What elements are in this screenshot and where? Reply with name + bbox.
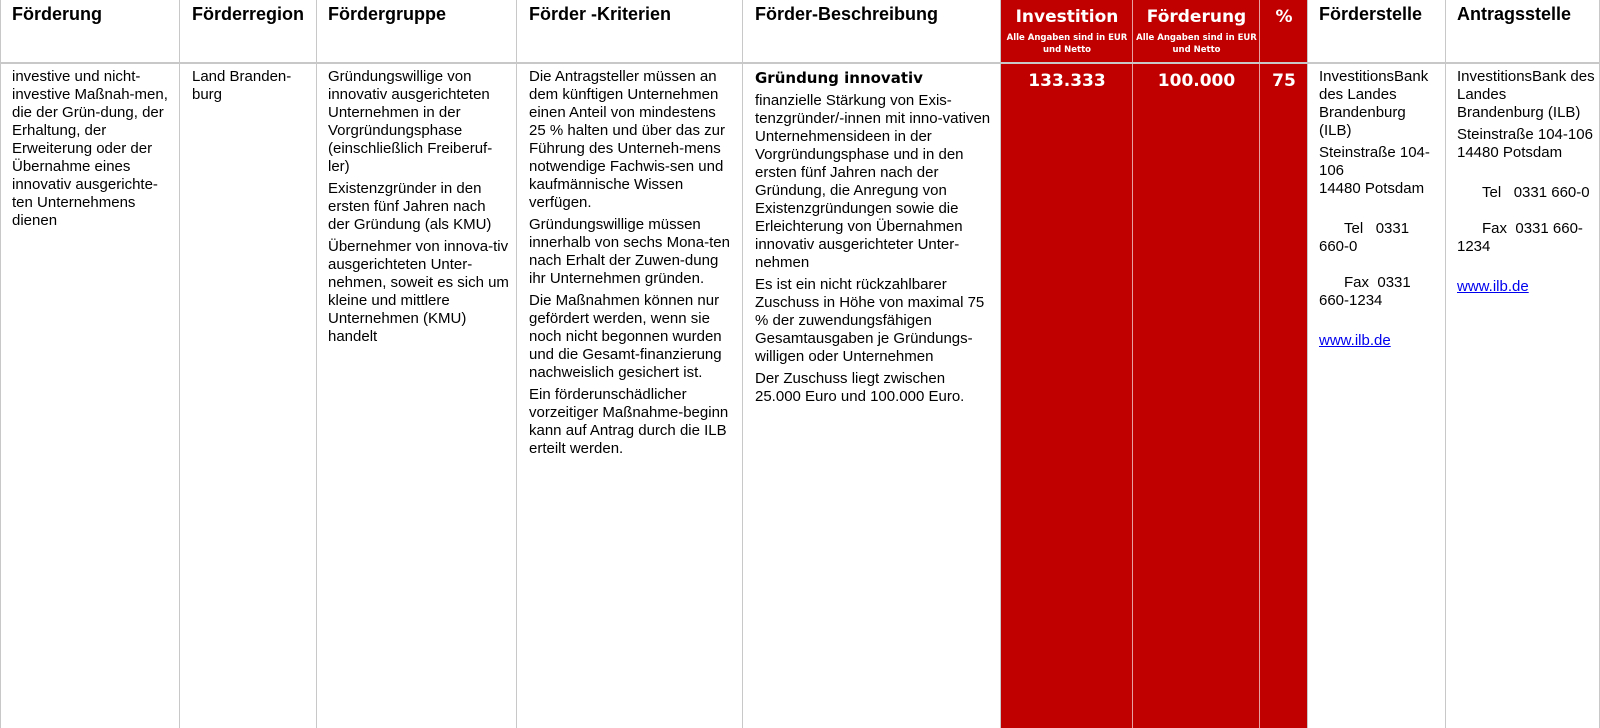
cell-beschreibung: [755, 68, 993, 410]
header-prozent-label: %: [1275, 7, 1293, 27]
beschreibung-item: finanzielle Stärkung von Exis-tenzgründer/-innen mit inno-vativen Unternehmensideen in der Vorgründungsphase und in den ersten fünf Jahren nach der Gründung, die Anregung von Existenzgründungen sowie die Erleichterung von Übernahmen innovativ ausgerichteter Unter-nehmen: [755, 92, 991, 271]
foerdergruppe-item: Übernehmer von innova-tiv ausgerichteten Unter-nehmen, soweit es sich um kleine und mittlere Unternehmen (KMU) handelt: [328, 238, 509, 345]
cell-foerderstelle: [1319, 68, 1441, 354]
cell-foerdergruppe: [328, 68, 510, 350]
antragsstelle-web-link[interactable]: www.ilb.de: [1457, 278, 1529, 295]
beschreibung-item: Es ist ein nicht rückzahlbarer Zuschuss in Höhe von maximal 75 % der zuwendungsfähigen Gesamtausgaben je Gründungs-willigen oder Unternehmen: [755, 276, 985, 365]
kriterium-item: Gründungswillige müssen innerhalb von sechs Mona-ten nach Erhalt der Zuwen-dung ihr Unternehmen gründen.: [529, 216, 730, 287]
header-foerderbetrag-note: Alle Angaben sind in EUR und Netto: [1136, 33, 1257, 55]
foerderung-text: investive und nicht-investive Maßnah-men, die der Grün-dung, der Erhaltung, der Erweiterung oder der Übernahme eines innovativ ausgerichte-ten Unternehmens dienen: [12, 68, 168, 229]
header-foerderbetrag: [1133, 6, 1260, 56]
foerderstelle-tel: Tel 0331 660-0: [1319, 220, 1414, 255]
cell-kriterien: [529, 68, 735, 462]
kriterium-item: Die Maßnahmen können nur gefördert werden, wenn sie noch nicht begonnen wurden und die Gesamt-finanzierung nachweislich gesichert ist.: [529, 292, 722, 381]
foerderstelle-name: InvestitionsBank des Landes Brandenburg (ILB): [1319, 68, 1429, 139]
investition-value: 133.333: [1028, 71, 1106, 91]
column-prozent: [1260, 0, 1308, 728]
antragsstelle-name: InvestitionsBank des Landes Brandenburg (ILB): [1457, 68, 1595, 121]
header-investition-note: Alle Angaben sind in EUR und Netto: [1006, 33, 1128, 55]
header-foerderung: Förderung: [12, 4, 102, 24]
column-foerderbetrag: [1133, 0, 1260, 728]
header-foerderstelle: Förderstelle: [1319, 4, 1423, 24]
column-investition: [1001, 0, 1133, 728]
header-divider: [0, 62, 1600, 64]
header-beschreibung: Förder-Beschreibung: [755, 4, 939, 24]
cell-foerderung: [12, 68, 172, 234]
antragsstelle-tel: Tel 0331 660-0: [1482, 184, 1590, 201]
cell-antragsstelle: [1457, 68, 1595, 300]
antragsstelle-street: Steinstraße 104-106: [1457, 126, 1593, 143]
foerderstelle-fax: Fax 0331 660-1234: [1319, 274, 1415, 309]
antragsstelle-city: 14480 Potsdam: [1457, 144, 1563, 161]
antragsstelle-fax: Fax 0331 660-1234: [1457, 220, 1583, 255]
header-antragsstelle: Antragsstelle: [1457, 4, 1572, 24]
beschreibung-item: Der Zuschuss liegt zwischen 25.000 Euro und 100.000 Euro.: [755, 370, 965, 405]
kriterium-item: Die Antragsteller müssen an dem künftigen Unternehmen einen Anteil von mindestens 25 % halten und über das zur Führung des Unterneh-mens notwendige Fachwis-sen und kaufmännische Wissen verfügen.: [529, 68, 725, 211]
foerderstelle-city: 14480 Potsdam: [1319, 180, 1425, 197]
cell-foerderregion: [192, 68, 310, 108]
prozent-value: 75: [1272, 71, 1296, 91]
foerderbetrag-value: 100.000: [1157, 71, 1236, 91]
column-foerderregion: [180, 0, 317, 728]
foerdergruppe-item: Gründungswillige von innovativ ausgerichteten Unternehmen in der Vorgründungsphase (einschließlich Freiberuf-ler): [328, 68, 493, 175]
kriterium-item: Ein förderunschädlicher vorzeitiger Maßnahme-beginn kann auf Antrag durch die ILB erteilt werden.: [529, 386, 729, 457]
foerderstelle-web-link[interactable]: www.ilb.de: [1319, 332, 1391, 349]
header-foerderbetrag-label: Förderung: [1146, 7, 1247, 27]
header-investition: [1001, 6, 1133, 56]
header-investition-label: Investition: [1015, 7, 1119, 27]
beschreibung-title: Gründung innovativ: [755, 69, 923, 87]
header-kriterien: Förder -Kriterien: [529, 4, 672, 24]
foerderstelle-street: Steinstraße 104-106: [1319, 144, 1430, 179]
header-foerdergruppe: Fördergruppe: [328, 4, 447, 24]
foerderregion-text: Land Branden-burg: [192, 68, 292, 103]
header-prozent: [1260, 6, 1308, 28]
header-foerderregion: Förderregion: [192, 4, 305, 24]
foerdergruppe-item: Existenzgründer in den ersten fünf Jahren nach der Gründung (als KMU): [328, 180, 492, 233]
